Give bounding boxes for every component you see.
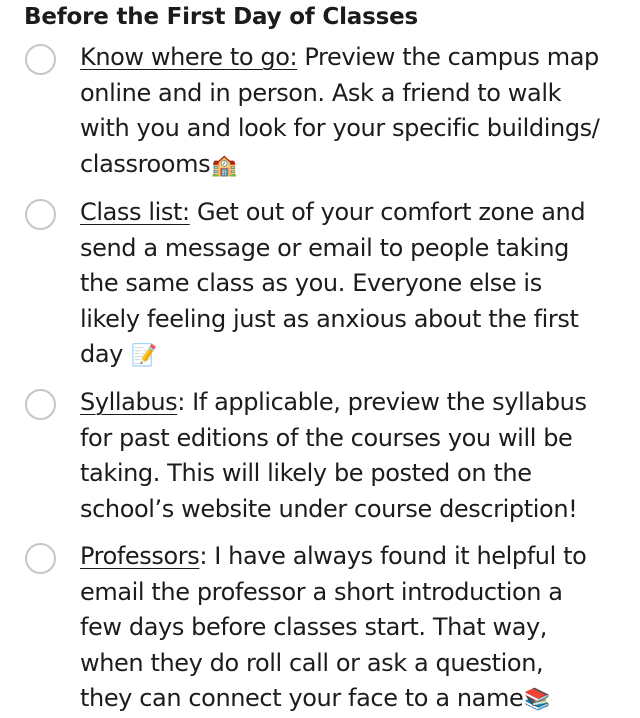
note-title: Before the First Day of Classes xyxy=(24,4,418,30)
text-line: likely feeling just as anxious about the first xyxy=(80,304,579,333)
list-item-text[interactable] xyxy=(80,195,628,374)
item-label: Professors xyxy=(80,542,200,570)
text-line xyxy=(80,40,628,76)
item-text: Preview the campus map xyxy=(297,43,599,71)
text-line: send a message or email to people taking xyxy=(80,233,569,262)
item-label: Syllabus xyxy=(80,388,178,416)
text-line: with you and look for your specific buildings/ xyxy=(80,114,600,142)
text-line: when they do roll call or ask a question, xyxy=(80,648,544,677)
text-line xyxy=(80,337,628,374)
checkbox-circle[interactable] xyxy=(25,543,56,574)
item-text: : I have always found it helpful to xyxy=(199,542,587,570)
item-text: classrooms xyxy=(80,149,211,178)
checkbox-circle[interactable] xyxy=(25,199,56,230)
item-label: Class list: xyxy=(80,198,190,226)
text-line xyxy=(80,195,628,231)
text-line xyxy=(80,385,628,421)
text-line: few days before classes start. That way, xyxy=(80,613,548,641)
item-text: day xyxy=(80,340,131,368)
text-line: school’s website under course description! xyxy=(80,494,578,523)
text-line: the same class as you. Everyone else is xyxy=(80,269,542,297)
item-text: Get out of your comfort zone and xyxy=(189,198,586,226)
text-line: email the professor a short introduction a xyxy=(80,577,563,606)
item-text: they can connect your face to a name xyxy=(80,684,524,712)
text-line xyxy=(80,539,628,575)
text-line xyxy=(80,681,628,718)
text-line: online and in person. Ask a friend to walk xyxy=(80,78,562,107)
list-item-text[interactable] xyxy=(80,539,628,718)
memo-pencil-icon: 📝 xyxy=(131,343,157,367)
school-building-icon: 🏫 xyxy=(211,152,237,177)
item-text: : If applicable, preview the syllabus xyxy=(177,388,587,416)
books-icon: 📚 xyxy=(524,687,551,711)
item-label: Know where to go: xyxy=(80,43,298,71)
text-line xyxy=(80,147,628,184)
list-item-text[interactable] xyxy=(80,40,628,183)
text-line: taking. This will likely be posted on the xyxy=(80,459,532,487)
checkbox-circle[interactable] xyxy=(25,389,56,420)
list-item-text[interactable] xyxy=(80,385,628,527)
checkbox-circle[interactable] xyxy=(25,44,56,75)
text-line: for past editions of the courses you will be xyxy=(80,423,573,452)
